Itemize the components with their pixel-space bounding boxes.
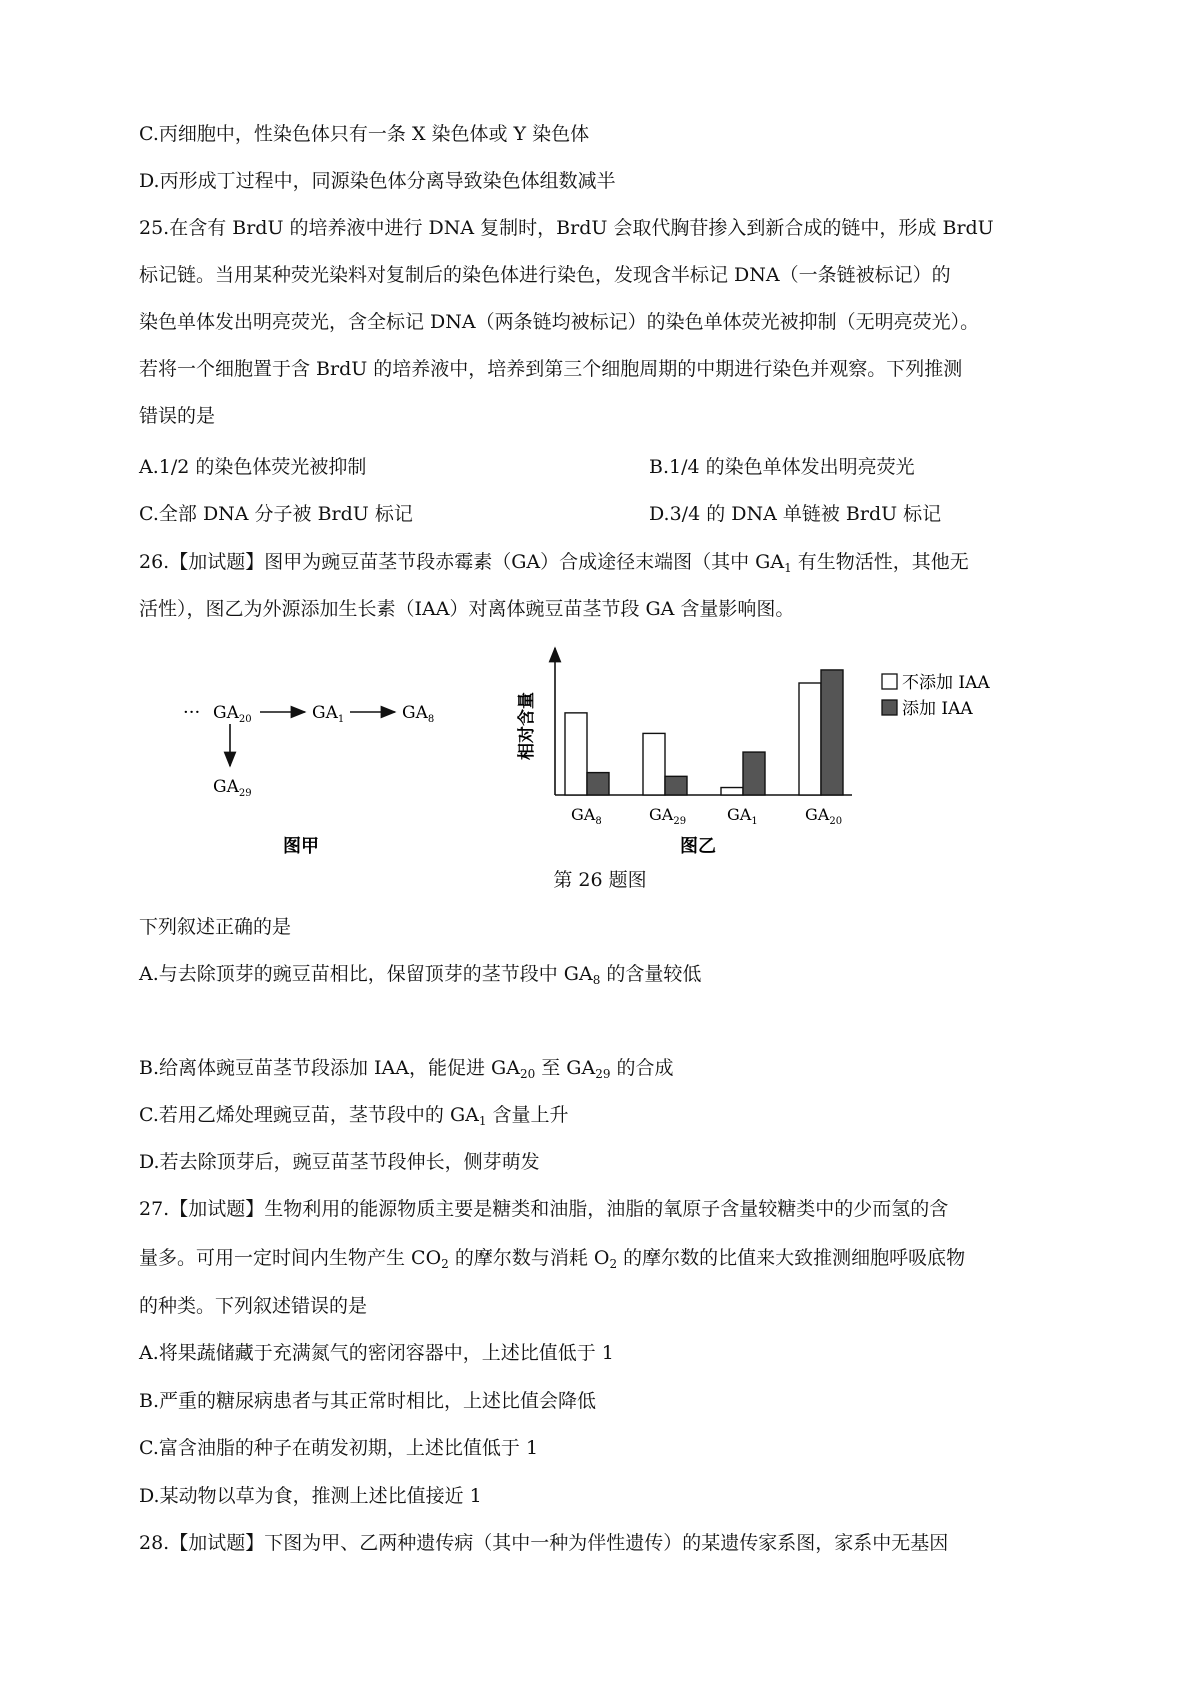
option-d-text: D.丙形成丁过程中，同源染色体分离导致染色体组数减半 (139, 170, 616, 192)
q25-option-b: B.1/4 的染色单体发出明亮荧光 (649, 456, 915, 478)
legend-label: 添加 IAA (902, 699, 973, 719)
figure-jia (183, 702, 434, 857)
option-c-text: C.丙细胞中，性染色体只有一条 X 染色体或 Y 染色体 (139, 123, 590, 145)
ellipsis-label: ··· (183, 702, 201, 723)
q27-option-c: C.富含油脂的种子在萌发初期，上述比值低于 1 (139, 1437, 539, 1459)
bar-ga8-series-2 (587, 773, 609, 795)
bar-ga1-series-1 (721, 788, 743, 795)
bar-ga1-series-2 (743, 752, 765, 795)
legend-label: 不添加 IAA (902, 673, 990, 693)
y-axis-label: 相对含量 (517, 692, 537, 760)
figure-yi-chart (516, 648, 990, 857)
q25-text: 标记链。当用某种荧光染料对复制后的染色体进行染色，发现含半标记 DNA（一条链被标记）的 (139, 264, 951, 286)
q25-option-d: D.3/4 的 DNA 单链被 BrdU 标记 (649, 503, 942, 525)
figure-caption: 第 26 题图 (553, 869, 647, 891)
q26-option-b: B.给离体豌豆苗茎节段添加 IAA，能促进 $GA_{20}$ 至 $GA_{29}$ 的合成 (139, 1057, 674, 1081)
q25-text: 若将一个细胞置于含 BrdU 的培养液中，培养到第三个细胞周期的中期进行染色并观察。下列推测 (139, 358, 963, 380)
ga29-node: $GA_{29}$ (213, 777, 252, 799)
bar-ga20-series-1 (799, 683, 821, 795)
q25-option-c: C.全部 DNA 分子被 BrdU 标记 (139, 503, 413, 525)
bar-ga8-series-1 (565, 713, 587, 795)
q27-option-d: D.某动物以草为食，推测上述比值接近 1 (139, 1485, 482, 1507)
q26-lead: 下列叙述正确的是 (139, 916, 292, 938)
x-tick-label: $GA_8$ (571, 805, 602, 827)
q28-text: 28.【加试题】下图为甲、乙两种遗传病（其中一种为伴性遗传）的某遗传家系图，家系中无基因 (139, 1532, 949, 1554)
q25-text: 25.在含有 BrdU 的培养液中进行 DNA 复制时，BrdU 会取代胸苷掺入到新合成的链中，形成 BrdU (139, 217, 994, 239)
q26-text: 活性），图乙为外源添加生长素（IAA）对离体豌豆苗茎节段 GA 含量影响图。 (139, 598, 795, 620)
legend-swatch (882, 674, 897, 689)
figure-yi-title: 图乙 (680, 836, 716, 857)
x-tick-label: $GA_{29}$ (649, 805, 687, 827)
q27-text: 量多。可用一定时间内生物产生 $CO_2$ 的摩尔数与消耗 $O_2$ 的摩尔数的比值来大致推测细胞呼吸底物 (139, 1247, 966, 1271)
q25-option-a: A.1/2 的染色体荧光被抑制 (139, 456, 367, 478)
legend-swatch (882, 700, 897, 715)
q26-option-c: C.若用乙烯处理豌豆苗，茎节段中的 $GA_1$ 含量上升 (139, 1104, 569, 1128)
bar-ga29-series-1 (643, 733, 665, 795)
x-tick-label: $GA_{20}$ (805, 805, 843, 827)
q27-text: 27.【加试题】生物利用的能源物质主要是糖类和油脂，油脂的氧原子含量较糖类中的少而氢的含 (139, 1198, 949, 1220)
bar-ga29-series-2 (665, 776, 687, 795)
bar-ga20-series-2 (821, 670, 843, 795)
ga20-node: $GA_{20}$ (213, 703, 252, 725)
q26-text: 26.【加试题】图甲为豌豆苗茎节段赤霉素（GA）合成途径末端图（其中 $GA_1$ 有生物活性，其他无 (139, 551, 969, 575)
q26-option-d: D.若去除顶芽后，豌豆苗茎节段伸长，侧芽萌发 (139, 1151, 540, 1173)
q25-text: 错误的是 (139, 405, 216, 427)
figure-jia-title: 图甲 (283, 836, 319, 857)
q27-option-a: A.将果蔬储藏于充满氮气的密闭容器中，上述比值低于 1 (139, 1342, 614, 1364)
q25-text: 染色单体发出明亮荧光，含全标记 DNA（两条链均被标记）的染色单体荧光被抑制（无明亮荧光）。 (139, 311, 980, 333)
q26-option-a: A.与去除顶芽的豌豆苗相比，保留顶芽的茎节段中 $GA_8$ 的含量较低 (139, 963, 702, 987)
q27-option-b: B.严重的糖尿病患者与其正常时相比，上述比值会降低 (139, 1390, 597, 1412)
x-tick-label: $GA_1$ (727, 805, 758, 827)
q27-text: 的种类。下列叙述错误的是 (139, 1295, 368, 1317)
ga8-node: $GA_8$ (402, 703, 435, 725)
ga1-node: $GA_1$ (312, 703, 345, 725)
